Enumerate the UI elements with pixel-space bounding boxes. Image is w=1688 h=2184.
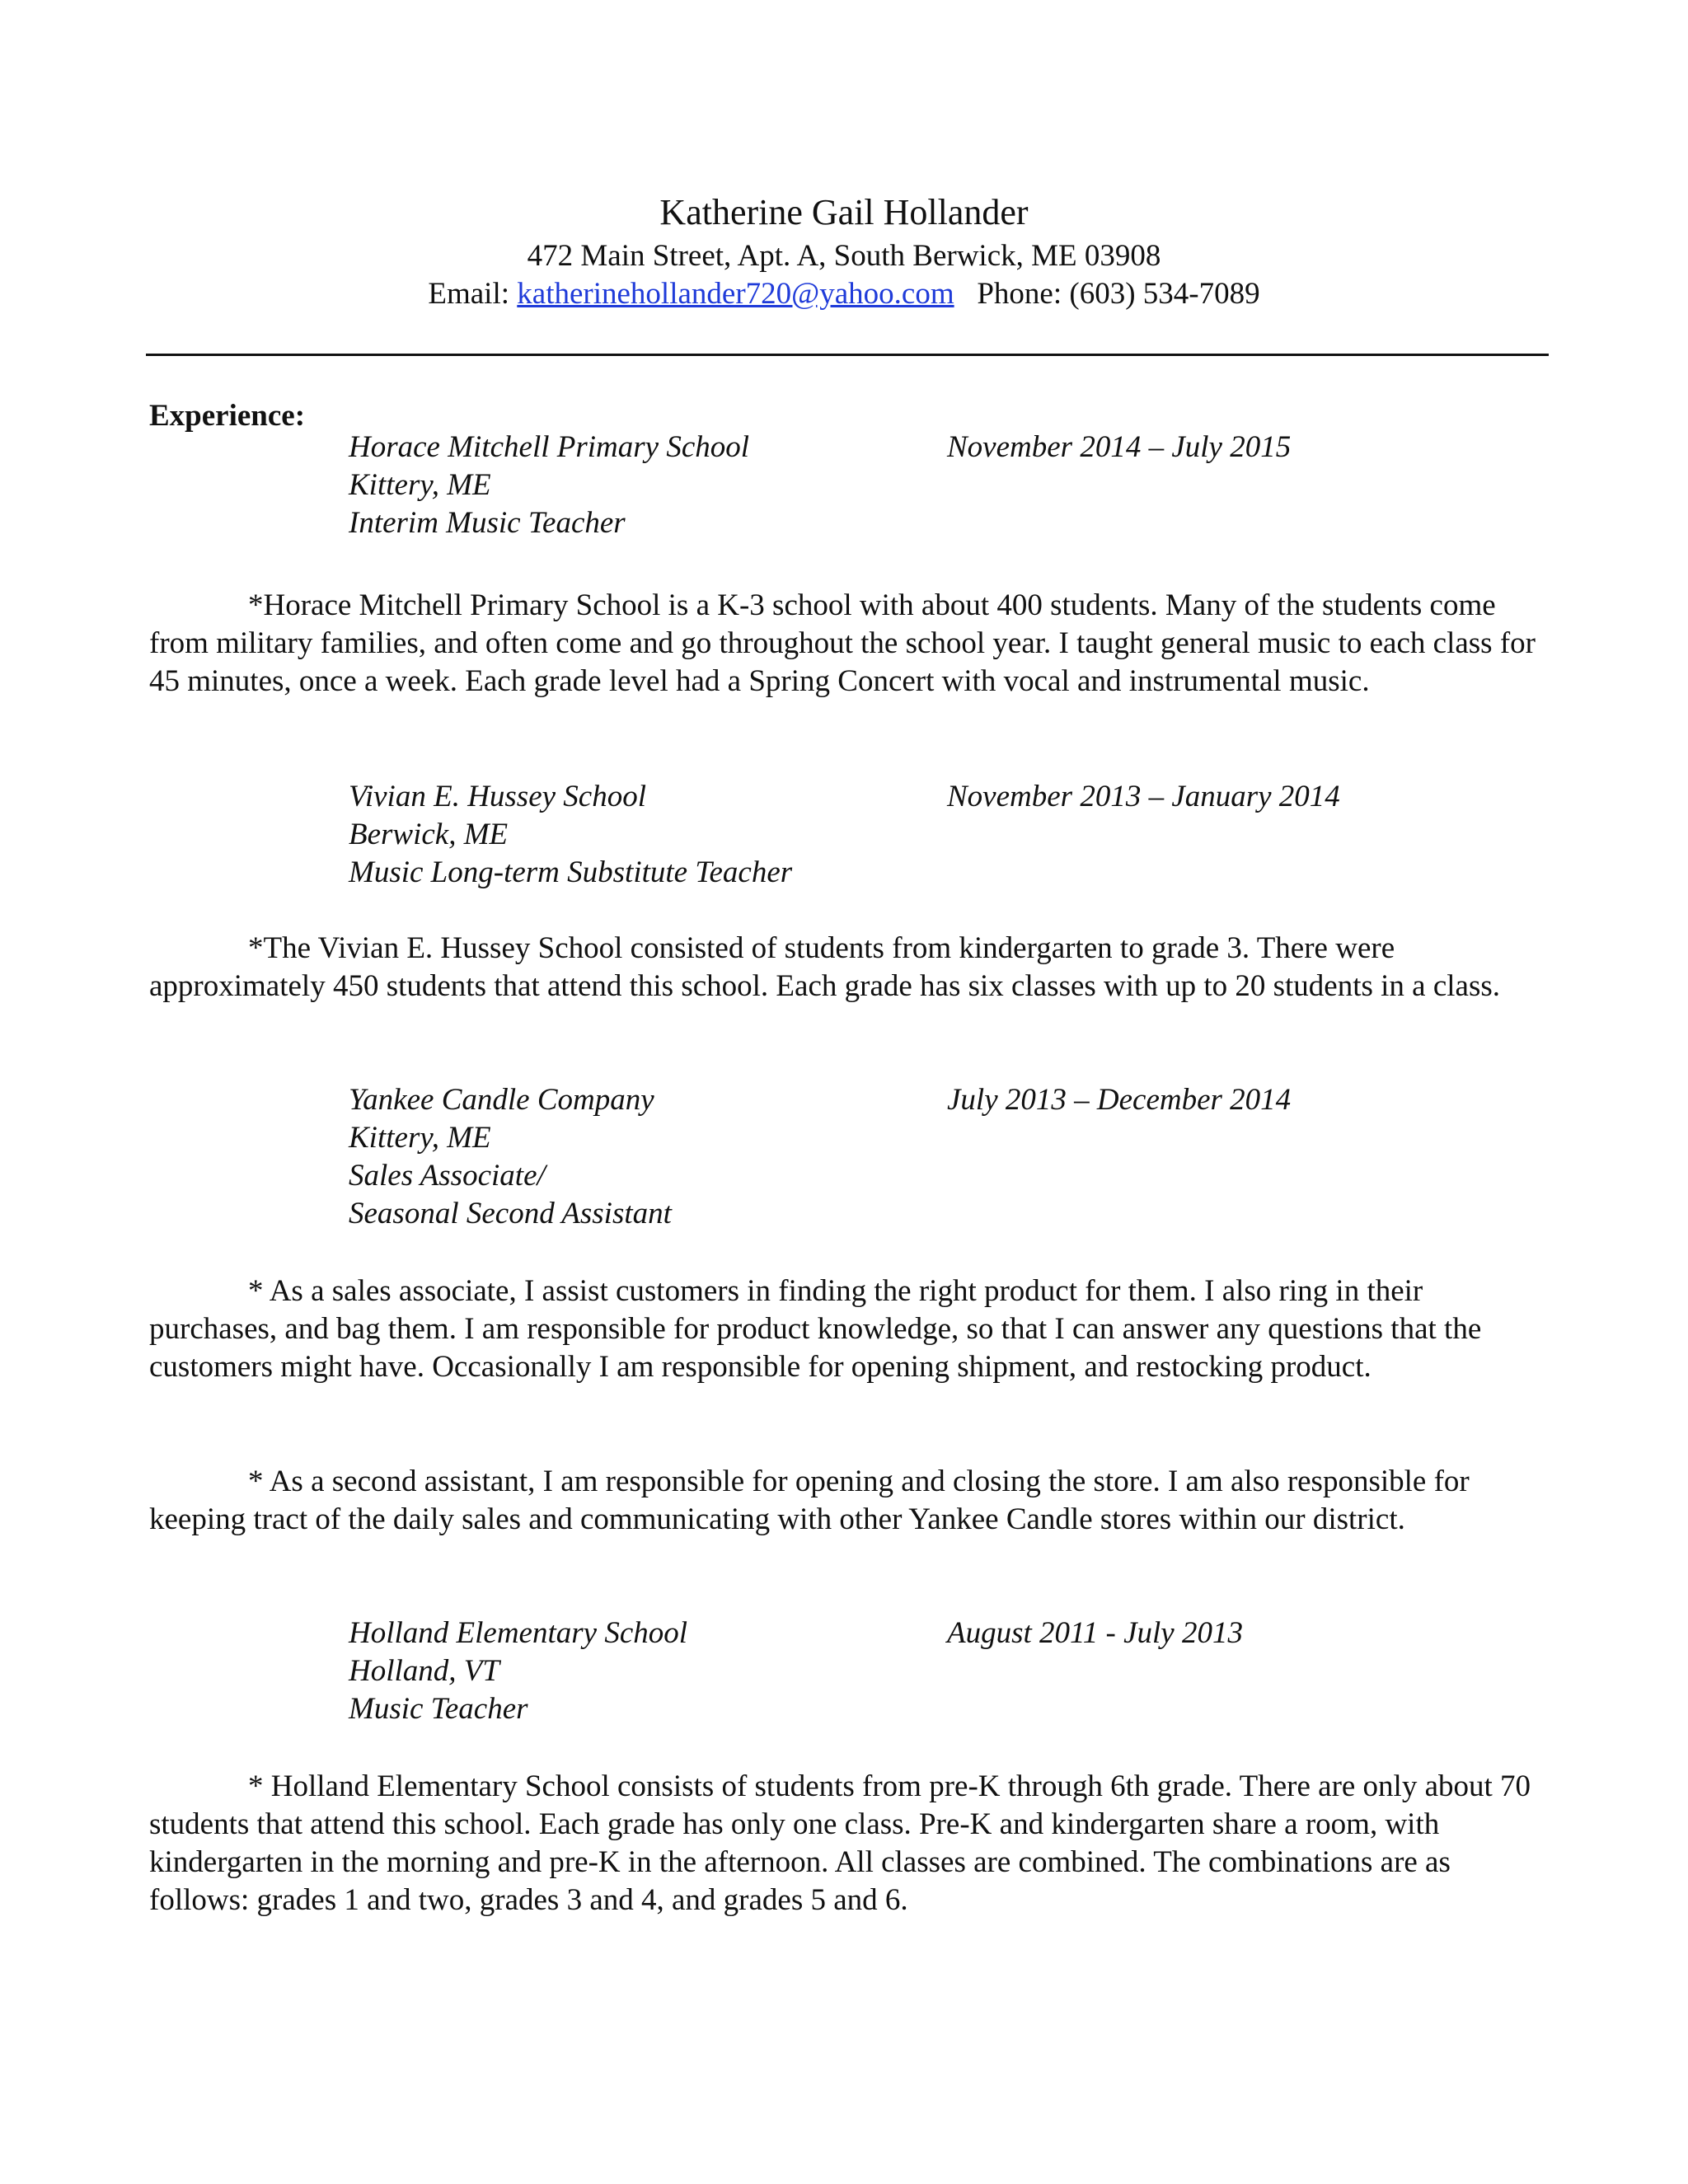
job-dates	[947, 429, 1557, 466]
job-description: * Holland Elementary School consists of students from pre-K through 6th grade. There are only about 70 students that attend this school. Each grade has only one class. Pre-K and kindergarten share a room, with kindergarten in the morning and pre-K in the afternoon. All classes are combined. The combinations are as follows: grades 1 and two, grades 3 and 4, and grades 5 and 6.	[149, 1769, 1531, 1917]
job-organization: Vivian E. Hussey School	[349, 780, 647, 813]
job-role: Sales Associate/	[349, 1159, 546, 1193]
experience-heading: Experience:	[149, 399, 306, 433]
email-link[interactable]: katherinehollander720@yahoo.com	[517, 277, 954, 311]
job-dates	[947, 1081, 1557, 1119]
job-location: Berwick, ME	[349, 818, 509, 851]
job-description: *Horace Mitchell Primary School is a K-3 school with about 400 students. Many of the students come from military families, and often come and go throughout the school year. I taught general music to each class for 45 minutes, once a week. Each grade level had a Spring Concert with vocal and instrumental music.	[149, 588, 1536, 698]
job-role: Music Teacher	[349, 1692, 528, 1726]
phone-number: (603) 534-7089	[1069, 277, 1260, 311]
email-label: Email:	[428, 277, 518, 311]
job-date-range: July 2013 – December 2014	[947, 1083, 1292, 1117]
job-location: Kittery, ME	[349, 1121, 491, 1155]
job-date-range: November 2013 – January 2014	[947, 780, 1340, 813]
job-description: * As a sales associate, I assist customers in finding the right product for them. I also ring in their purchases, and bag them. I am responsible for product knowledge, so that I can answer any questions that the customers might have. Occasionally I am responsible for opening shipment, and restocking product.	[149, 1274, 1482, 1384]
contact-line	[0, 275, 1688, 313]
candidate-name: Katherine Gail Hollander	[659, 192, 1029, 232]
job-date-range: November 2014 – July 2015	[947, 430, 1292, 464]
job-role: Music Long-term Substitute Teacher	[349, 855, 793, 889]
job-description: * As a second assistant, I am responsible for opening and closing the store. I am also responsible for keeping tract of the daily sales and communicating with other Yankee Candle stores within our district.	[149, 1465, 1470, 1536]
job-date-range: August 2011 - July 2013	[947, 1616, 1243, 1650]
job-entry-details	[349, 1081, 926, 1233]
job-location: Holland, VT	[349, 1654, 499, 1688]
job-organization: Yankee Candle Company	[349, 1083, 654, 1117]
candidate-address: 472 Main Street, Apt. A, South Berwick, ME 03908	[527, 239, 1161, 273]
job-role: Interim Music Teacher	[349, 506, 626, 540]
job-description: *The Vivian E. Hussey School consisted of students from kindergarten to grade 3. There were approximately 450 students that attend this school. Each grade has six classes with up to 20 students in a class.	[149, 931, 1501, 1003]
job-location: Kittery, ME	[349, 468, 491, 502]
job-entry-details	[349, 429, 926, 542]
job-dates	[947, 1615, 1557, 1652]
job-organization: Holland Elementary School	[349, 1616, 688, 1650]
job-role: Seasonal Second Assistant	[349, 1197, 672, 1230]
job-entry-details	[349, 1615, 926, 1728]
phone-label: Phone:	[977, 277, 1070, 311]
job-organization: Horace Mitchell Primary School	[349, 430, 750, 464]
job-entry-details	[349, 778, 926, 892]
job-dates	[947, 778, 1557, 816]
header-divider	[146, 354, 1549, 356]
